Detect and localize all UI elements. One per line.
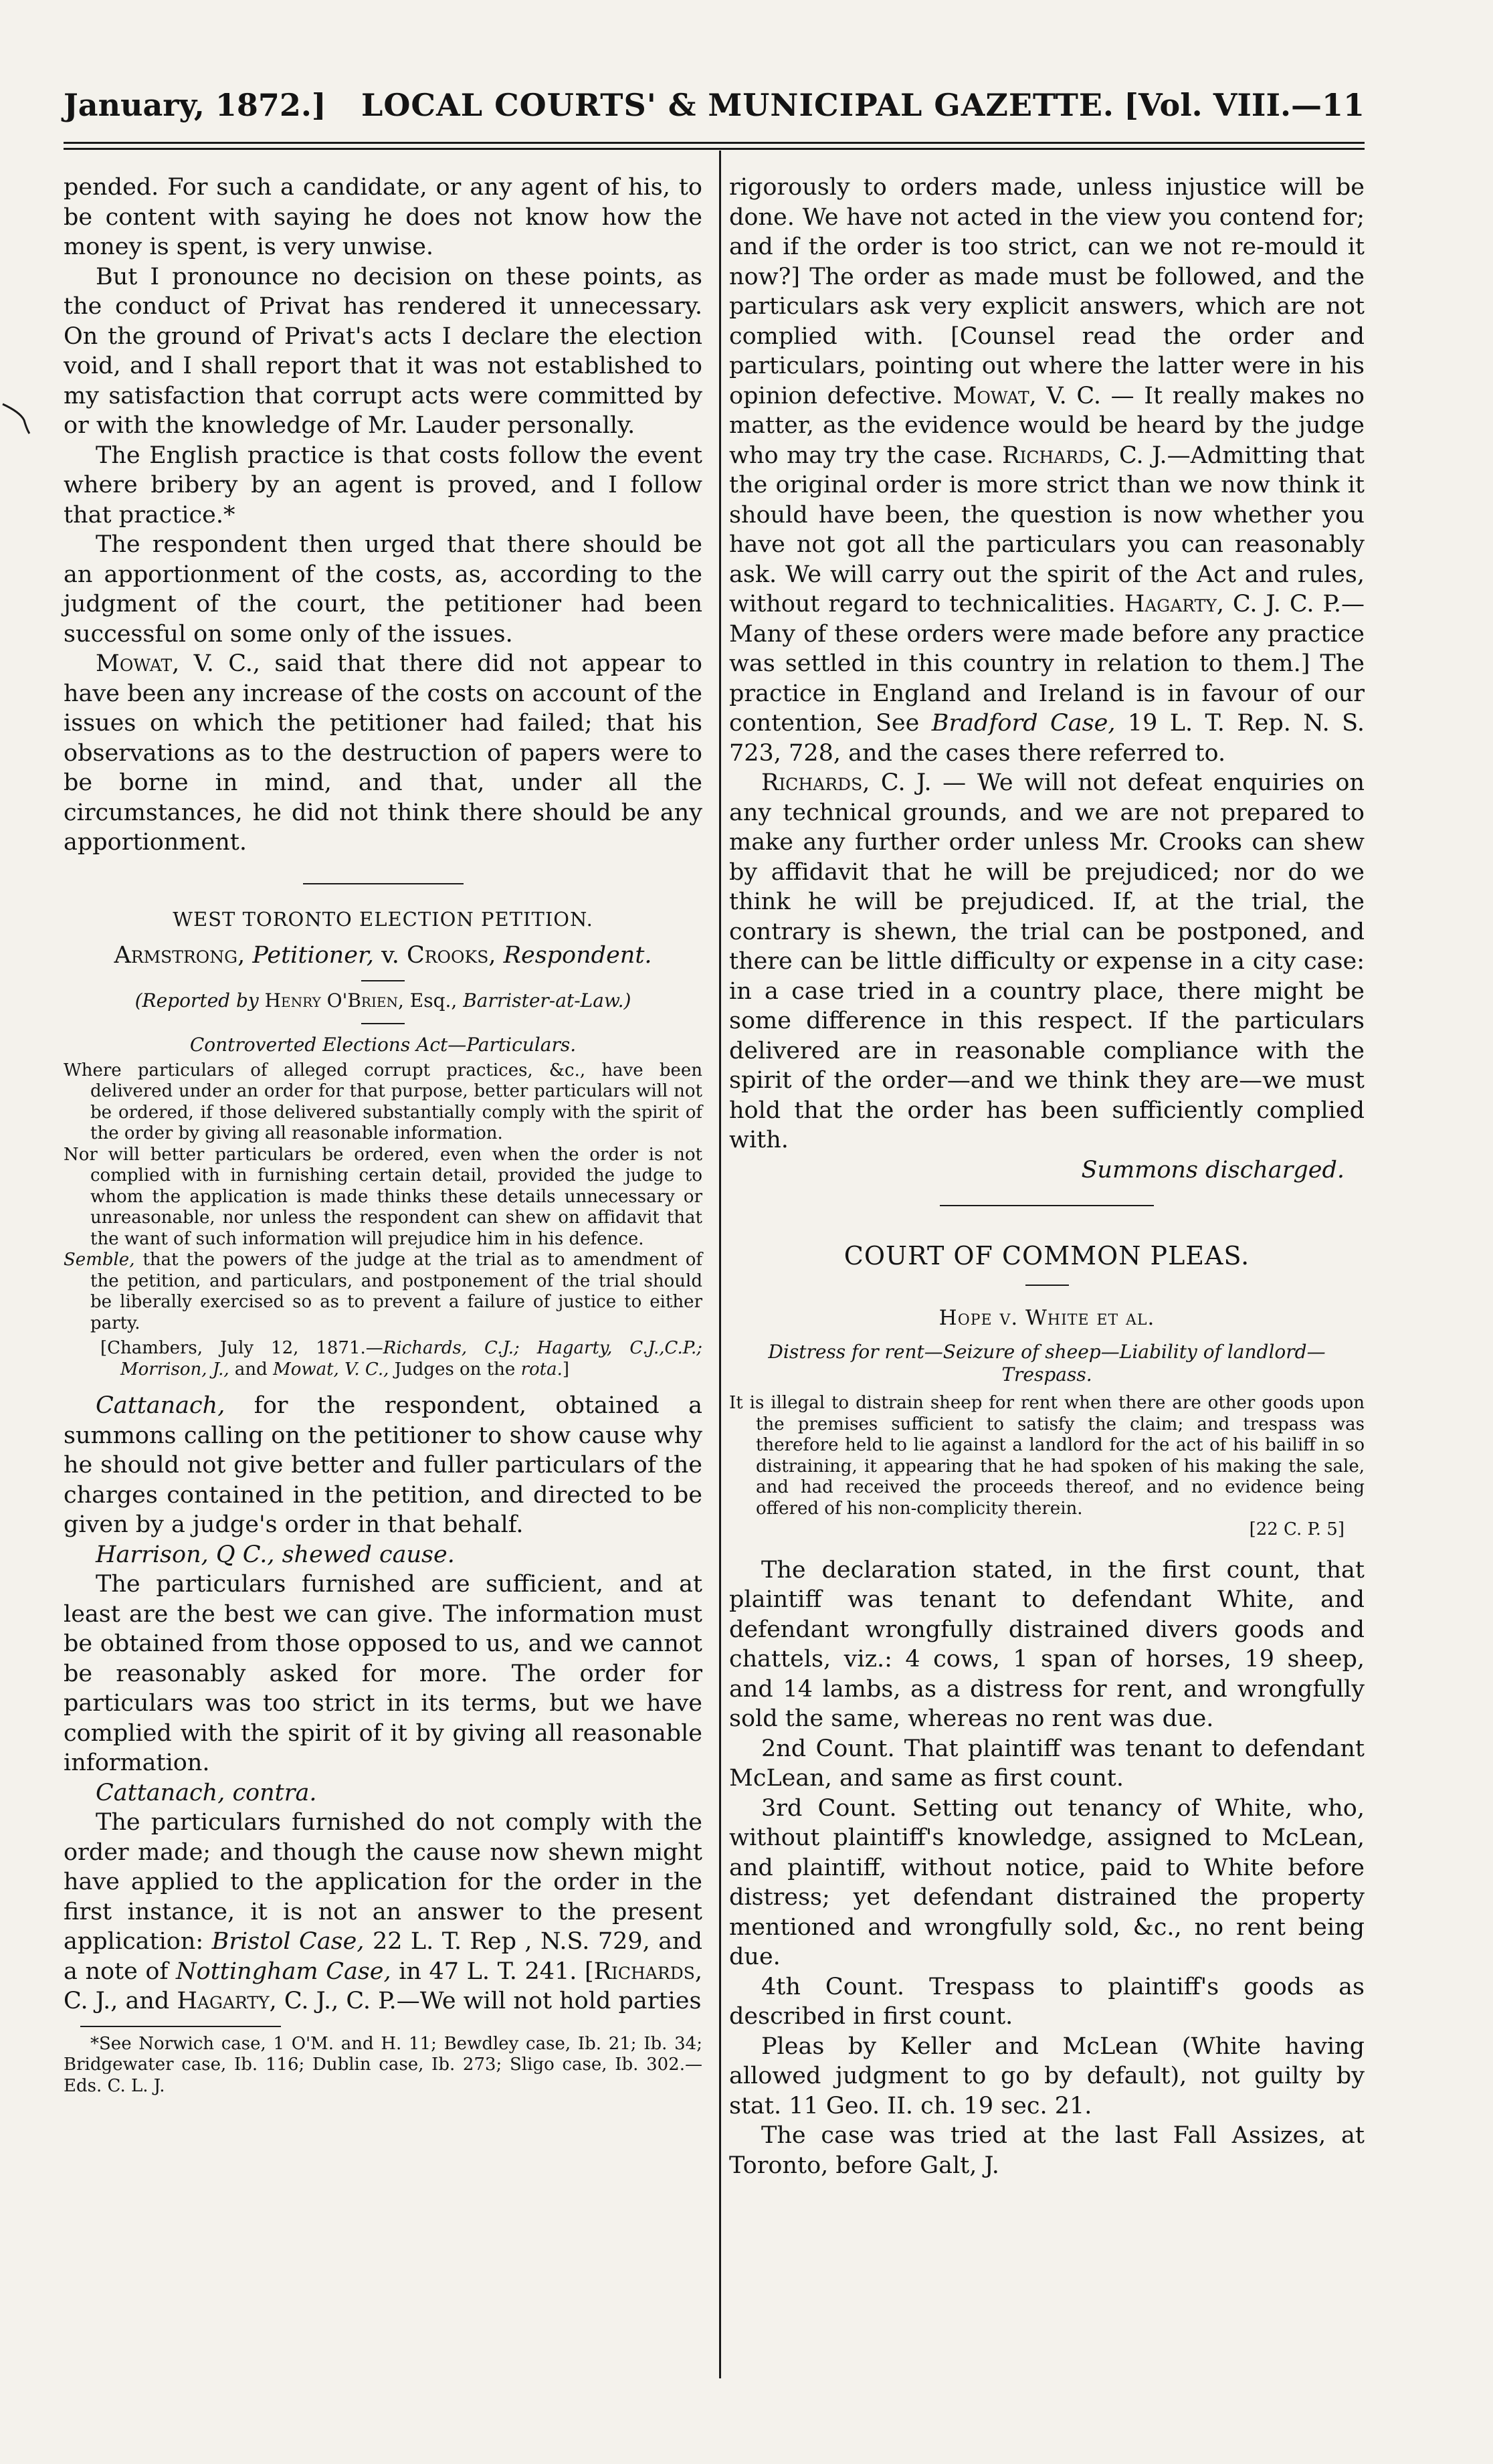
report-citation: [22 C. P. 5]: [1249, 1519, 1345, 1539]
paragraph: But I pronounce no decision on these points, as the conduct of Privat has rendered it unnecessary. On the ground of Privat's acts I declare the election void, and I shall report that it was not established to my satisfaction that corrupt acts were committed by or with the knowledge of Mr. Lauder personally.: [64, 263, 702, 439]
header-rule: [64, 142, 1365, 150]
petitioner-name: Armstrong,: [114, 942, 245, 969]
running-header: [64, 87, 1365, 140]
paragraph: [729, 173, 1365, 768]
headnote-text: that the powers of the judge at the trial as to amendment of the petition, and particulars, and postponement of the trial should be liberally exercised so as to prevent a failure of justice to either party.: [90, 1250, 702, 1333]
case-heading: WEST TORONTO ELECTION PETITION.: [173, 907, 593, 931]
citation-and: and: [229, 1359, 274, 1380]
column-divider: [719, 151, 721, 2378]
short-rule: [1025, 1285, 1069, 1286]
paragraph: The case was tried at the last Fall Assizes, at Toronto, before Galt, J.: [729, 2122, 1365, 2179]
versus: v.: [373, 942, 407, 969]
reporter-esq: Esq.,: [403, 989, 464, 1012]
paragraph: [64, 1808, 702, 2016]
case-ref: Bradford Case,: [931, 710, 1116, 737]
paragraph: 4th Count. Trespass to plaintiff's goods as described in first count.: [729, 1973, 1365, 2030]
reporter-name: Henry O'Brien,: [264, 989, 404, 1012]
paragraph-text: said that there did not appear to have been any increase of the costs on account of the issues on which the petitioner had failed; that his observations as to the destruction of papers were to be borne in mind, and that, under all the circumstances, he did not think there should be any apportionment.: [64, 650, 702, 856]
paragraph-text: and: [118, 1988, 177, 2014]
court-heading: COURT OF COMMON PLEAS.: [843, 1241, 1250, 1270]
judge-name: Richards, C. J.: [761, 769, 932, 796]
short-rule: [361, 980, 405, 981]
paragraph: [64, 1391, 702, 1540]
paragraph: The particulars furnished are sufficient, and at least are the best we can give. The information must be obtained from those opposed to us, and we cannot be reasonably asked for more. The order for particulars was too strict in its terms, but we have complied with the spirit of it by giving all reasonable information.: [64, 1571, 702, 1776]
paragraph-text: Harrison, Q C., shewed cause.: [96, 1541, 455, 1568]
reporter-prefix: (Reported by: [134, 989, 265, 1012]
paragraph: [64, 1540, 702, 1570]
citation-close: ]: [562, 1359, 570, 1380]
paragraph: [729, 768, 1365, 1155]
case-title: Hope v. White et al.: [938, 1305, 1155, 1330]
paragraph: The English practice is that costs follow the event where bribery by an agent is proved, and I follow that practice.*: [64, 442, 702, 529]
short-rule: [361, 1023, 405, 1024]
citation: [64, 1338, 702, 1380]
subject-line: [64, 1034, 702, 1056]
section-separator: [940, 1205, 1154, 1206]
footnote-rule: [80, 2026, 281, 2027]
citation-judges: Richards, C.J.; Hagarty, C.J.,C.P.; Morrison, J.,: [120, 1338, 702, 1380]
headnote: Nor will better particulars be ordered, even when the order is not complied with in furnishing certain detail, provided the judge to whom the application is made thinks these details unnecessary or unreasonable, nor unless the respondent can shew on affidavit that the want of such information will prejudice him in his defence.: [64, 1144, 702, 1249]
paragraph-text: —Many of these orders were made before any practice was settled in this country in relation to them.] The practice in England and Ireland is in favour of our contention, See: [729, 591, 1365, 737]
paragraph: [64, 1778, 702, 1808]
citation-judges-on: Judges on the: [389, 1359, 521, 1380]
case-parties: [64, 941, 702, 971]
citation-judge: Mowat, V. C.,: [273, 1359, 389, 1380]
judge-name: Hagarty, C. J. C. P.: [1124, 591, 1341, 618]
paragraph-text: Cattanach, contra.: [96, 1779, 317, 1806]
result-text: Summons discharged.: [1081, 1156, 1345, 1183]
reporter-line: [64, 989, 702, 1012]
paragraph-text: — We will not defeat enquiries on any technical grounds, and we are not prepared to make any further order unless Mr. Crooks can shew by affidavit that he will be prejudiced; nor do we think he will be prejudiced. If, at the trial, the contrary is shewn, the trial can be postponed, and there can be little difficulty or expense in a city case: in a case tried in a country place, there might be some difference in this respect. If the particulars delivered are in reasonable compliance with the spirit of the order—and we think they are—we must hold that the order has been sufficiently complied with.: [729, 769, 1365, 1153]
subject-text: Distress for rent—Seizure of sheep—Liability of landlord—Trespass.: [768, 1341, 1326, 1386]
section-separator: [303, 883, 464, 884]
paragraph-text: — It really makes no matter, as the evidence would be heard by the judge who may try the case.: [729, 382, 1365, 469]
subject-text: Controverted Elections Act—Particulars.: [189, 1033, 577, 1056]
case-ref: Nottingham Case,: [176, 1958, 391, 1985]
left-column: [64, 173, 702, 2097]
headnote: It is illegal to distrain sheep for rent when there are other goods upon the premises sufficient to satisfy the claim; and trespass was therefore held to lie against a landlord for the act of his bailiff in so distraining, it appearing that he had spoken of his making the sale, and had received the proceeds thereof, and no evidence being offered of his non-complicity therein.: [729, 1393, 1365, 1519]
subject-line: [729, 1341, 1365, 1386]
paragraph-text: —We will not hold parties: [396, 1988, 702, 2014]
header-volume: [Vol. VIII.—11: [1124, 87, 1365, 123]
result-line: [729, 1155, 1365, 1186]
paragraph-text: 19 L. T. Rep. N. S. 723, 728, and the cases there referred to.: [729, 710, 1365, 767]
paragraph: 3rd Count. Setting out tenancy of White, who, without plaintiff's knowledge, assigned to McLean, and plaintiff, without notice, paid to White before distress; yet defendant distrained the property mentioned and wrongfully sold, &c., no rent being due.: [729, 1794, 1365, 1970]
semble: Semble,: [64, 1250, 135, 1270]
right-column: [729, 173, 1365, 2180]
footnote: *See Norwich case, 1 O'M. and H. 11; Bewdley case, Ib. 21; Ib. 34; Bridgewater case, Ib. 116; Dublin case, Ib. 273; Sligo case, Ib. 302.—Eds. C. L. J.: [64, 2033, 702, 2096]
citation-date: [Chambers, July 12, 1871.—: [100, 1338, 383, 1358]
judge-name: Richards, C. J.,: [64, 1958, 702, 2014]
margin-mark-icon: [0, 400, 35, 435]
judge-name: Mowat, V. C.,: [96, 650, 261, 677]
petitioner-role: Petitioner,: [252, 942, 374, 969]
paragraph-text: The particulars furnished do not comply with the order made; and though the cause now shewn might have applied to the application for the order in the first instance, it is not an answer to the present application:: [64, 1809, 702, 1955]
counsel-name: Cattanach,: [96, 1392, 225, 1419]
case-ref: Bristol Case,: [211, 1928, 365, 1955]
paragraph: The respondent then urged that there should be an apportionment of the costs, as, according to the judgment of the court, the petitioner had been successful on some only of the issues.: [64, 531, 702, 648]
paragraph: 2nd Count. That plaintiff was tenant to defendant McLean, and same as first count.: [729, 1735, 1365, 1792]
paragraph-text: —Admitting that the original order is more strict than we now think it should have been, the question is now whether you have not got all the particulars you can reasonably ask. We will carry out the spirit of the Act and rules, without regard to technicalities.: [729, 442, 1365, 618]
paragraph-text: for the respondent, obtained a summons calling on the petitioner to show cause why he should not give better and fuller particulars of the charges contained in the petition, and directed to be given by a judge's order in that behalf.: [64, 1392, 702, 1538]
paragraph-text: in 47 L. T. 241. [: [391, 1958, 594, 1985]
paragraph: Pleas by Keller and McLean (White having allowed judgment to go by default), not guilty by stat. 11 Geo. II. ch. 19 sec. 21.: [729, 2032, 1365, 2119]
respondent-role: Respondent.: [503, 942, 652, 969]
citation-rota: rota.: [520, 1359, 563, 1380]
judge-name: Mowat, V. C.: [953, 382, 1101, 409]
header-date: January, 1872.]: [64, 87, 326, 123]
paragraph: The declaration stated, in the first count, that plaintiff was tenant to defendant White, and defendant wrongfully distrained divers goods and chattels, viz.: 4 cows, 1 span of horses, 19 sheep, and 14 lambs, as a distress for rent, and wrongfully sold the same, whereas no rent was due.: [729, 1556, 1365, 1732]
headnote: Where particulars of alleged corrupt practices, &c., have been delivered under an order for that purpose, better particulars will not be ordered, if those delivered substantially comply with the spirit of the order by giving all reasonable information.: [64, 1060, 702, 1143]
judge-name: Richards, C. J.: [1002, 442, 1167, 469]
paragraph-text: rigorously to orders made, unless injustice will be done. We have not acted in the view you contend for; and if the order is too strict, can we not re-mould it now?] The order as made must be followed, and the particulars ask very explicit answers, which are not complied with. [Counsel read the order and particulars, pointing out where the latter were in his opinion defective.: [729, 174, 1365, 409]
judge-name: Hagarty, C. J., C. P.: [177, 1988, 397, 2014]
respondent-name: Crooks,: [406, 942, 496, 969]
paragraph-text: 22 L. T. Rep , N.S. 729, and a note of: [64, 1928, 703, 1985]
headnote: [64, 1250, 702, 1334]
paragraph: [64, 649, 702, 858]
reporter-title: Barrister-at-Law.): [463, 989, 631, 1012]
header-title: LOCAL COURTS' & MUNICIPAL GAZETTE.: [361, 87, 1114, 123]
paragraph: pended. For such a candidate, or any agent of his, to be content with saying he does not know how the money is spent, is very unwise.: [64, 174, 702, 260]
